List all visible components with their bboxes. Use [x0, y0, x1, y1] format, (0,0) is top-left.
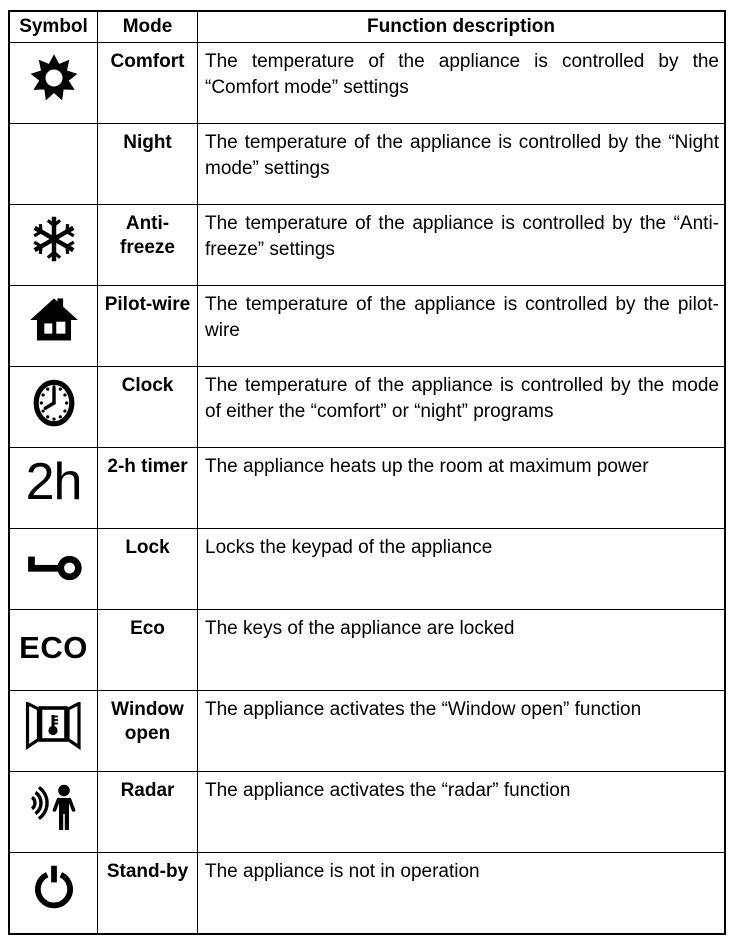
mode-label: Radar — [98, 772, 198, 852]
symbol-cell — [10, 43, 98, 123]
symbol-cell — [10, 205, 98, 285]
header-function-description: Function description — [367, 16, 555, 37]
function-description: The temperature of the appliance is controlled by the “Night mode” settings — [205, 132, 719, 179]
table-row — [10, 204, 724, 285]
symbol-cell — [10, 691, 98, 771]
sun-icon — [29, 53, 79, 103]
table-row — [10, 528, 724, 609]
mode-label: Pilot-wire — [98, 286, 198, 366]
mode-label: Night — [98, 124, 198, 204]
clock-icon — [31, 377, 77, 429]
mode-table — [8, 10, 726, 935]
radar-icon — [26, 783, 82, 831]
symbol-cell — [10, 853, 98, 933]
function-description: The appliance is not in operation — [205, 861, 480, 882]
mode-label: Stand-by — [98, 853, 198, 933]
table-row — [10, 42, 724, 123]
table-row — [10, 771, 724, 852]
table-row — [10, 690, 724, 771]
mode-label: Eco — [98, 610, 198, 690]
standby-icon — [31, 864, 77, 910]
mode-label: Anti-freeze — [98, 205, 198, 285]
mode-label: Clock — [98, 367, 198, 447]
house-icon — [29, 297, 79, 343]
function-description: The appliance activates the “Window open” function — [205, 699, 642, 720]
table-header-row — [10, 12, 724, 42]
function-description: The temperature of the appliance is controlled by the “Comfort mode” settings — [205, 51, 719, 98]
mode-label: Comfort — [98, 43, 198, 123]
table-row — [10, 609, 724, 690]
eco-text: ECO — [19, 630, 88, 665]
snowflake-icon — [29, 213, 79, 265]
table-row — [10, 447, 724, 528]
symbol-cell — [10, 286, 98, 366]
header-mode: Mode — [98, 12, 198, 42]
mode-label: 2-h timer — [98, 448, 198, 528]
function-description: The temperature of the appliance is controlled by the “Anti-freeze” settings — [205, 213, 719, 260]
function-description: The temperature of the appliance is controlled by the pilot-wire — [205, 294, 719, 341]
mode-label: Window open — [98, 691, 198, 771]
table-row — [10, 852, 724, 933]
table-row — [10, 366, 724, 447]
symbol-cell — [10, 529, 98, 609]
function-description: Locks the keypad of the appliance — [205, 537, 493, 558]
symbol-cell — [10, 124, 98, 204]
function-description: The keys of the appliance are locked — [205, 618, 515, 639]
key-icon — [25, 551, 83, 585]
symbol-cell — [10, 448, 98, 528]
moon-icon — [32, 135, 76, 185]
function-description: The appliance heats up the room at maximum power — [205, 456, 649, 477]
header-symbol: Symbol — [10, 12, 98, 42]
table-row — [10, 123, 724, 204]
2h-text: 2h — [25, 453, 82, 511]
window-open-icon — [24, 702, 84, 750]
table-row — [10, 285, 724, 366]
function-description: The temperature of the appliance is controlled by the mode of either the “comfort” or “night” programs — [205, 375, 719, 422]
symbol-cell — [10, 367, 98, 447]
mode-label: Lock — [98, 529, 198, 609]
function-description: The appliance activates the “radar” function — [205, 780, 571, 801]
symbol-cell — [10, 610, 98, 690]
symbol-cell — [10, 772, 98, 852]
